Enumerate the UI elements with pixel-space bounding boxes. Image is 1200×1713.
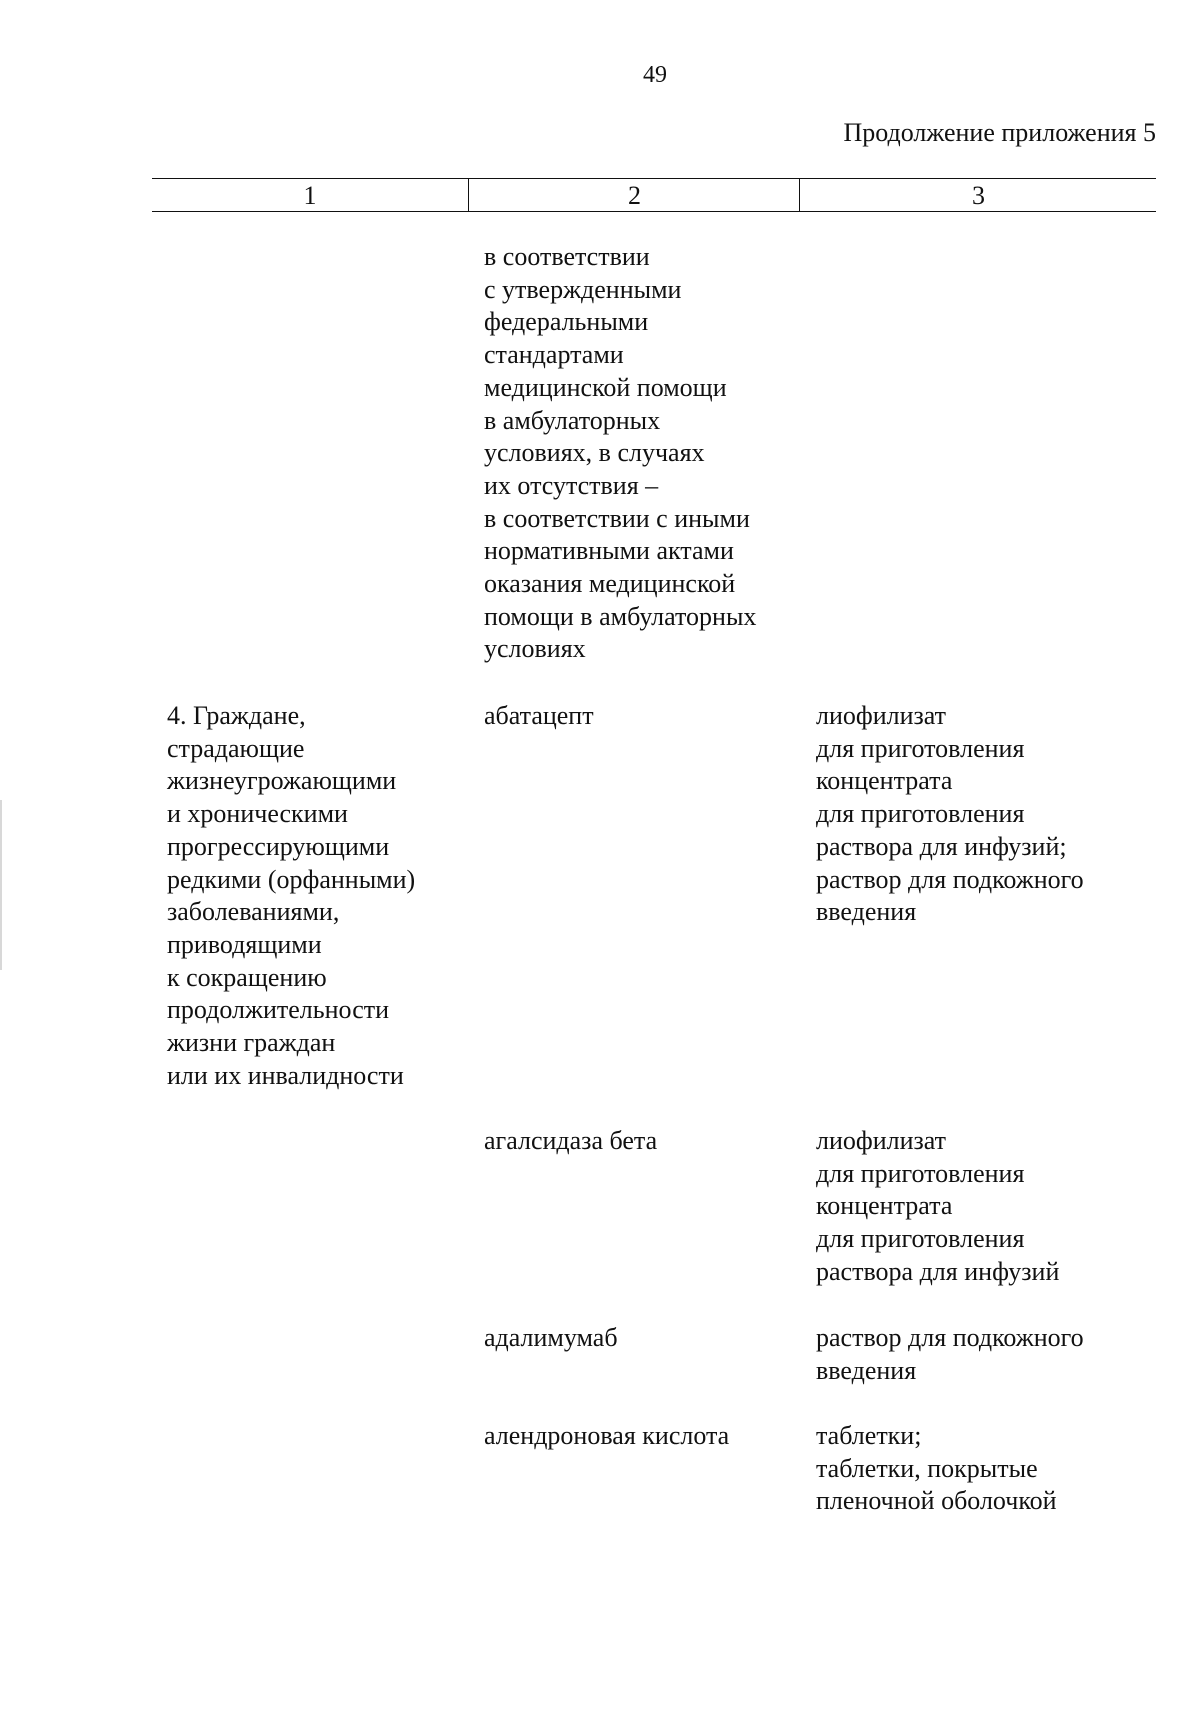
dosage-form: таблетки; таблетки, покрытые пленочной оболочкой — [816, 1421, 1057, 1516]
continued-standards-text: в соответствии с утвержденными федеральными стандартами медицинской помощи в амбулаторных условиях, в случаях их отсутствия – в соответствии с иными нормативными актами оказания медицинской помощи в амбулаторных условиях — [484, 242, 757, 664]
drug-name: алендроновая кислота — [484, 1421, 730, 1450]
continuation-label: Продолжение приложения 5 — [843, 118, 1156, 147]
drug-name: агалсидаза бета — [484, 1126, 658, 1155]
table-header-row — [152, 178, 1156, 212]
dosage-form: раствор для подкожного введения — [816, 1323, 1084, 1385]
dosage-form: лиофилизат для приготовления концентрата для приготовления раствора для инфузий — [816, 1126, 1060, 1286]
page-number: 49 — [643, 62, 667, 88]
drug-name: абатацепт — [484, 701, 594, 730]
drug-name: адалимумаб — [484, 1323, 618, 1352]
table-header-cell-3: 3 — [799, 179, 1157, 211]
dosage-form: лиофилизат для приготовления концентрата для приготовления раствора для инфузий; раствор для подкожного введения — [816, 701, 1084, 927]
table-header-cell-1: 1 — [303, 181, 317, 210]
table-header-cell-2: 2 — [468, 179, 800, 211]
scan-edge-mark — [0, 800, 2, 970]
patient-category: 4. Граждане, страдающие жизнеугрожающими и хроническими прогрессирующими редкими (орфанными) заболеваниями, приводящими к сокращению продолжительности жизни граждан или их инвалидности — [167, 701, 416, 1090]
